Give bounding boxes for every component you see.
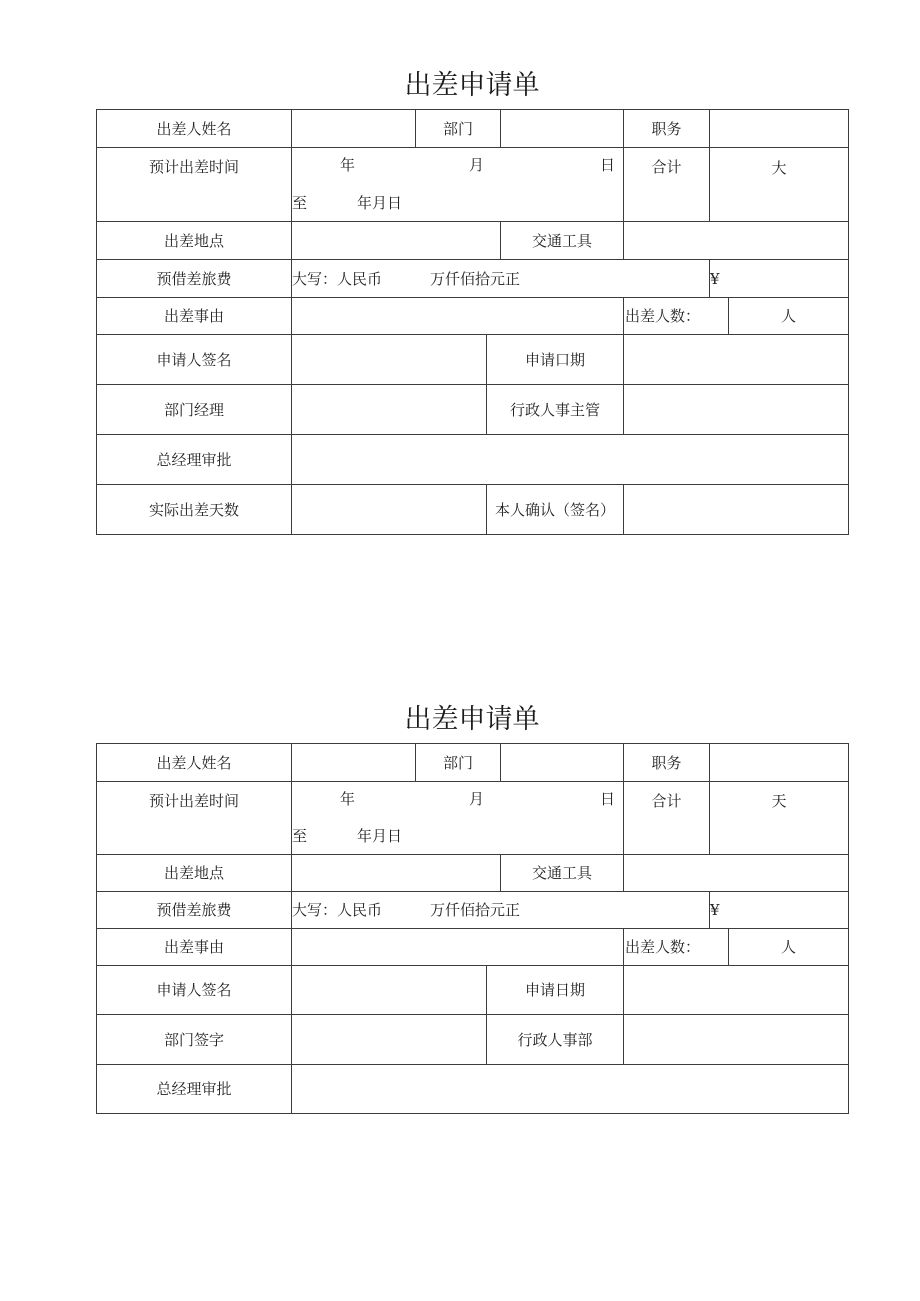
applicant-signature-field[interactable]	[291, 965, 487, 1015]
total-days-field[interactable]	[709, 147, 849, 222]
actual-trip-days-label: 实际出差天数	[96, 484, 292, 535]
self-confirm-field[interactable]	[623, 484, 849, 535]
to-text: 至	[292, 827, 308, 845]
form-1-title: 出差申请单	[404, 70, 540, 101]
advance-expense-label: 预借差旅费	[96, 259, 292, 298]
department-signature-field[interactable]	[291, 1014, 487, 1065]
total-days-field[interactable]	[709, 781, 849, 855]
apply-date-label: 申请日期	[486, 965, 624, 1015]
start-year-text: 年	[340, 156, 356, 174]
start-month-text: 月	[469, 790, 485, 808]
start-month-text: 月	[469, 156, 485, 174]
trip-location-label: 出差地点	[96, 854, 292, 892]
capital-prefix-text: 大写：人民币	[292, 269, 383, 288]
position-label: 职务	[623, 743, 710, 782]
planned-trip-time-label: 预计出差时间	[96, 781, 292, 855]
trip-reason-label: 出差事由	[96, 297, 292, 335]
department-signature-label: 部门签字	[96, 1014, 292, 1065]
advance-amount-numeric-field[interactable]	[709, 891, 849, 929]
apply-date-field[interactable]	[623, 965, 849, 1015]
headcount-label	[623, 297, 729, 335]
headcount-label	[623, 928, 729, 966]
form-2-table	[96, 743, 849, 1114]
gm-approval-label: 总经理审批	[96, 1064, 292, 1114]
department-field[interactable]	[500, 743, 624, 782]
headcount-label-text: 出差人数：	[625, 938, 701, 956]
headcount-unit: 人	[780, 307, 796, 325]
start-day-text: 日	[600, 156, 616, 174]
trip-location-field[interactable]	[291, 221, 501, 260]
admin-hr-dept-field[interactable]	[623, 1014, 849, 1065]
currency-symbol: ¥	[710, 269, 720, 288]
trip-reason-field[interactable]	[291, 297, 624, 335]
currency-symbol: ¥	[710, 901, 720, 919]
actual-trip-days-field[interactable]	[291, 484, 487, 535]
department-label: 部门	[415, 109, 501, 148]
capital-prefix-text: 大写：人民币	[292, 901, 383, 919]
position-label: 职务	[623, 109, 710, 148]
apply-date-label: 申请口期	[486, 334, 624, 385]
headcount-field[interactable]	[728, 297, 849, 335]
total-label: 合计	[623, 147, 710, 222]
capital-units-text: 万仟佰拾元正	[430, 269, 521, 288]
admin-hr-dept-label: 行政人事部	[486, 1014, 624, 1065]
start-year-text: 年	[340, 790, 356, 808]
traveler-name-field[interactable]	[291, 109, 416, 148]
traveler-name-field[interactable]	[291, 743, 416, 782]
admin-hr-supervisor-label: 行政人事主管	[486, 384, 624, 435]
trip-location-field[interactable]	[291, 854, 501, 892]
traveler-name-label: 出差人姓名	[96, 109, 292, 148]
start-day-text: 日	[600, 790, 616, 808]
trip-reason-field[interactable]	[291, 928, 624, 966]
headcount-label-text: 出差人数：	[625, 307, 701, 325]
position-field[interactable]	[709, 743, 849, 782]
planned-trip-time-label: 预计出差时间	[96, 147, 292, 222]
trip-date-range-field[interactable]	[291, 147, 624, 222]
to-text: 至	[292, 194, 308, 212]
transport-field[interactable]	[623, 221, 849, 260]
department-manager-label: 部门经理	[96, 384, 292, 435]
transport-label: 交通工具	[500, 854, 624, 892]
applicant-signature-label: 申请人签名	[96, 334, 292, 385]
gm-approval-label: 总经理审批	[96, 434, 292, 485]
trip-location-label: 出差地点	[96, 221, 292, 260]
trip-reason-label: 出差事由	[96, 928, 292, 966]
trip-date-range-field[interactable]	[291, 781, 624, 855]
advance-amount-capital-field[interactable]	[291, 891, 710, 929]
transport-field[interactable]	[623, 854, 849, 892]
apply-date-field[interactable]	[623, 334, 849, 385]
capital-units-text: 万仟佰拾元正	[430, 901, 521, 919]
department-manager-field[interactable]	[291, 384, 487, 435]
form-1-table	[96, 109, 849, 535]
total-label: 合计	[623, 781, 710, 855]
total-days-unit: 天	[771, 792, 787, 810]
transport-label: 交通工具	[500, 221, 624, 260]
advance-amount-capital-field[interactable]	[291, 259, 710, 298]
department-field[interactable]	[500, 109, 624, 148]
headcount-field[interactable]	[728, 928, 849, 966]
position-field[interactable]	[709, 109, 849, 148]
headcount-unit: 人	[780, 938, 796, 956]
applicant-signature-label: 申请人签名	[96, 965, 292, 1015]
advance-expense-label: 预借差旅费	[96, 891, 292, 929]
end-date-text: 年月日	[357, 827, 403, 845]
traveler-name-label: 出差人姓名	[96, 743, 292, 782]
gm-approval-field[interactable]	[291, 1064, 849, 1114]
advance-amount-numeric-field[interactable]	[709, 259, 849, 298]
form-2-title: 出差申请单	[404, 704, 540, 735]
total-days-unit: 大	[771, 159, 787, 177]
gm-approval-field[interactable]	[291, 434, 849, 485]
end-date-text: 年月日	[357, 194, 403, 212]
department-label: 部门	[415, 743, 501, 782]
self-confirm-label: 本人确认（签名）	[486, 484, 624, 535]
applicant-signature-field[interactable]	[291, 334, 487, 385]
admin-hr-supervisor-field[interactable]	[623, 384, 849, 435]
